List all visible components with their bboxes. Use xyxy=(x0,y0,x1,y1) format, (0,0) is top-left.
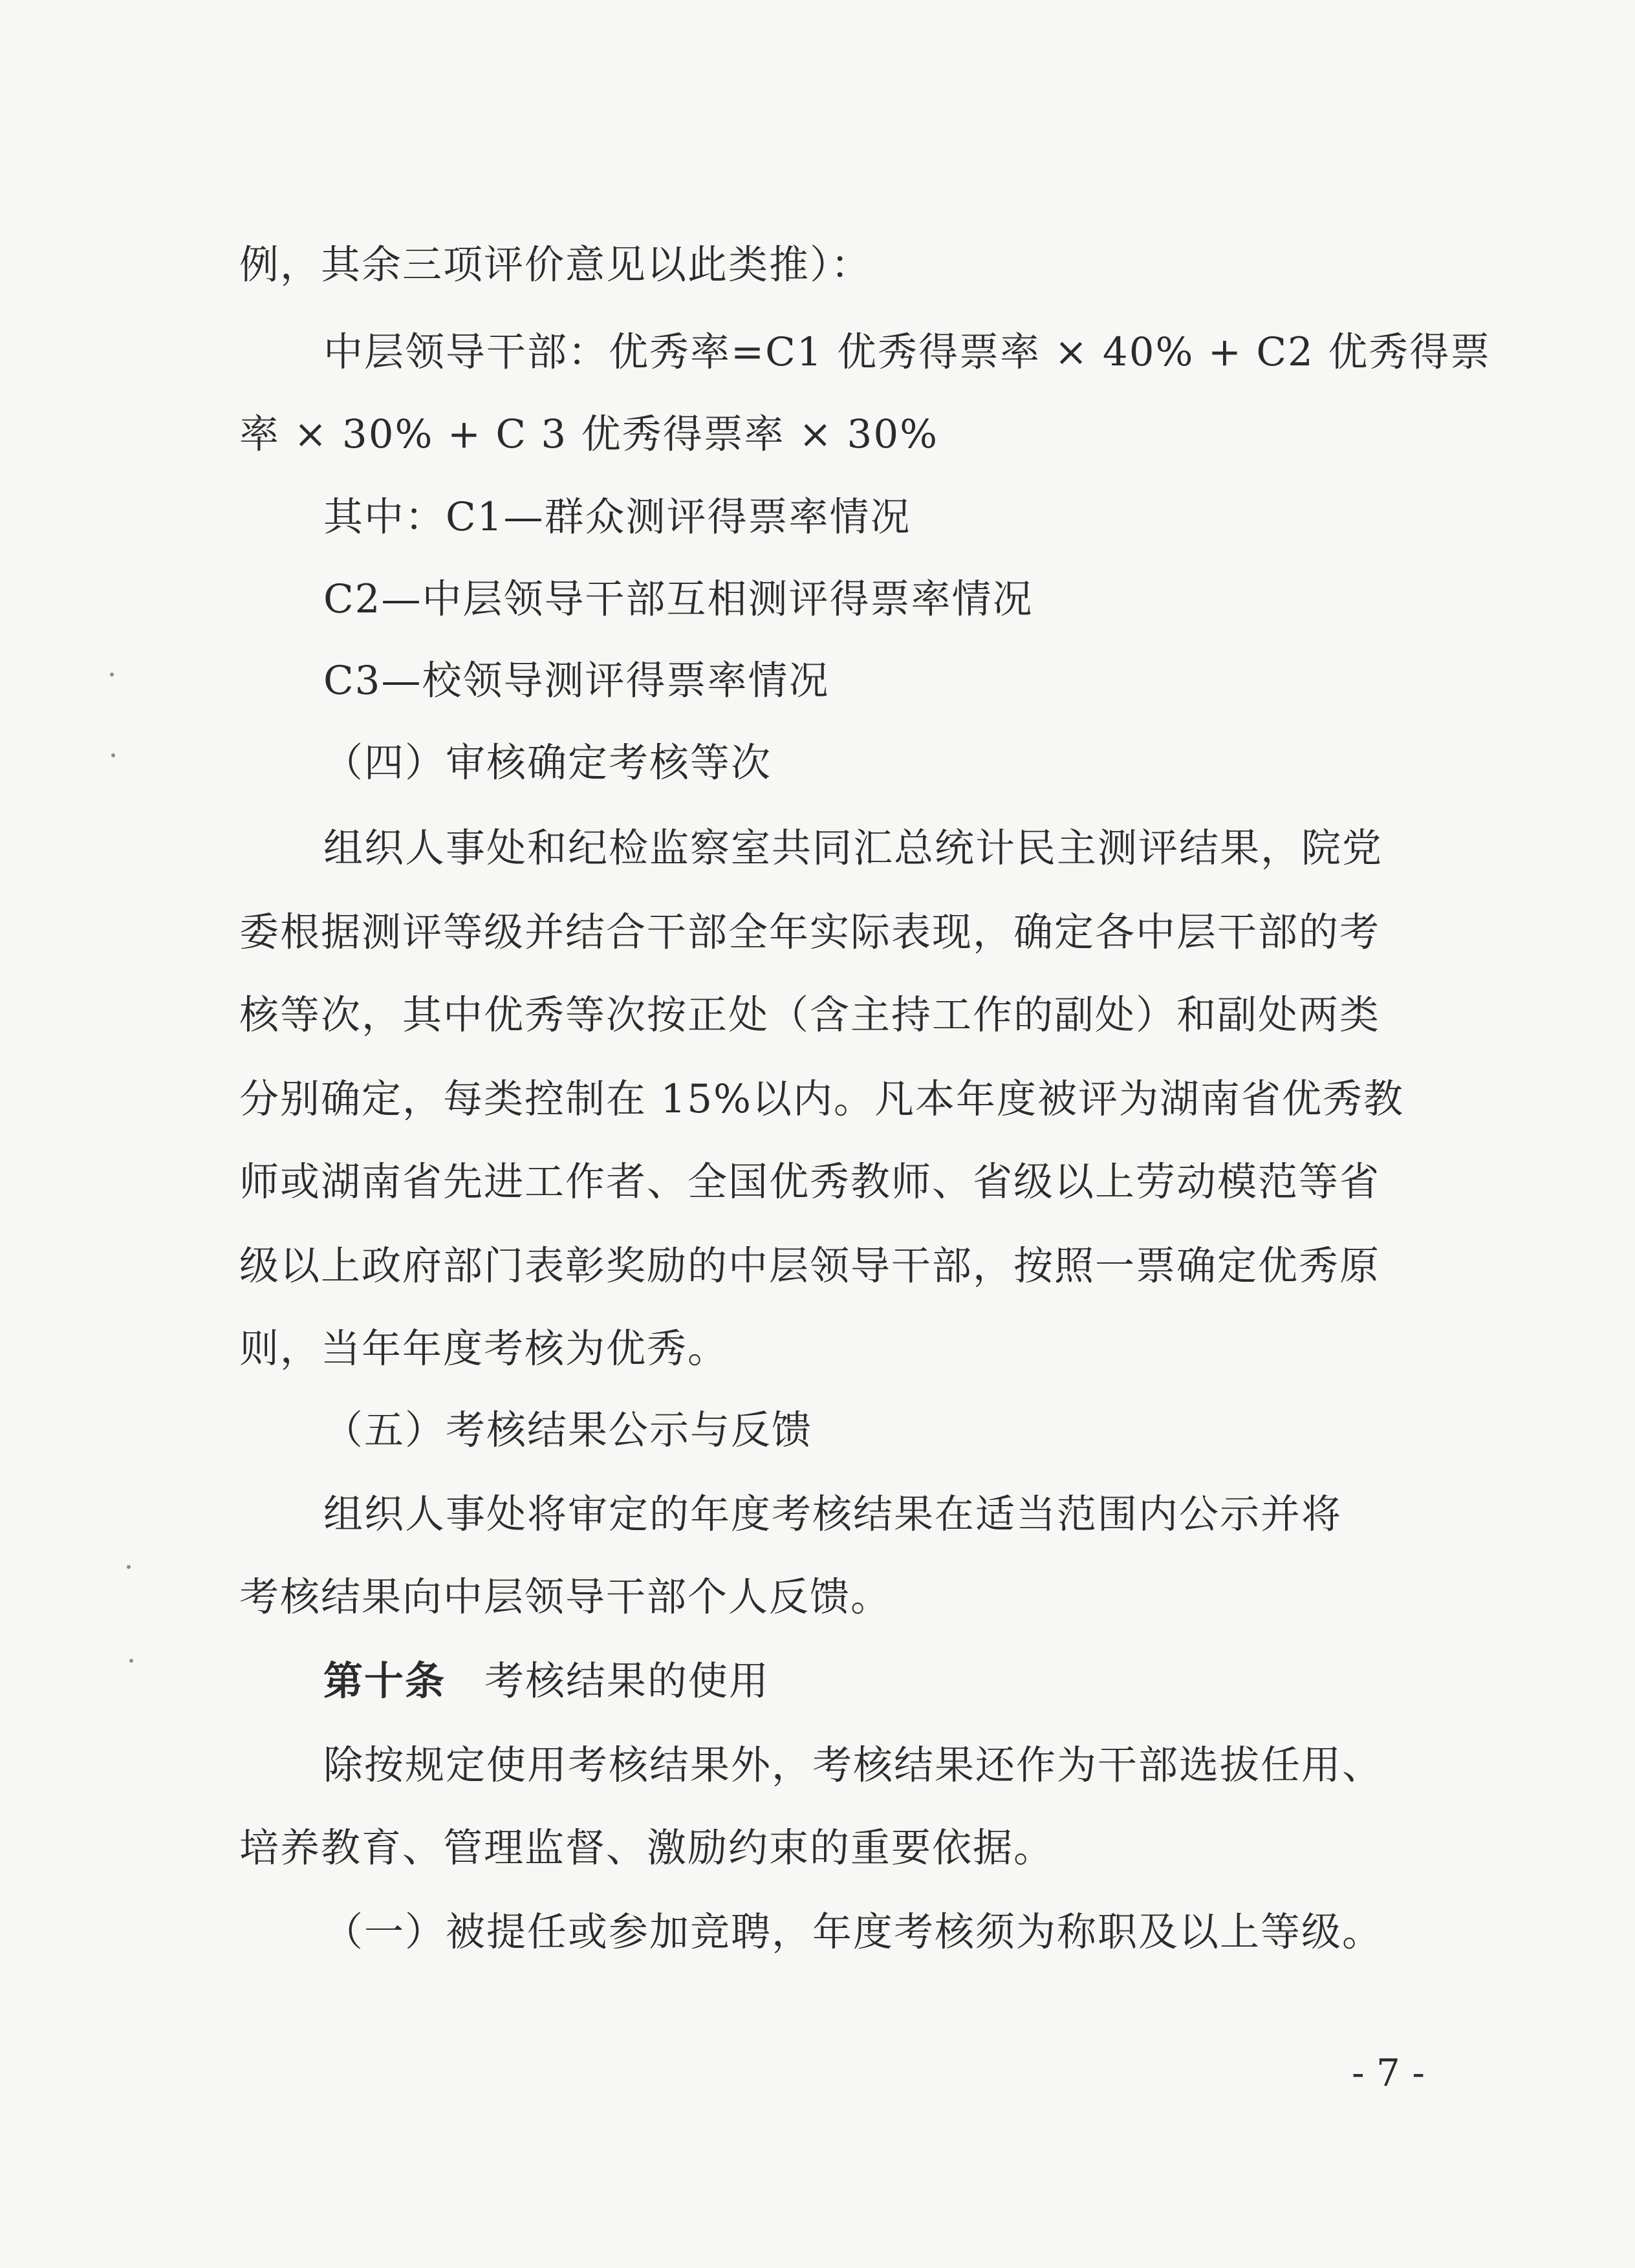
section-heading-4: （四）审核确定考核等次 xyxy=(323,740,772,786)
scan-speck xyxy=(110,673,114,676)
text-line-5: C2—中层领导干部互相测评得票率情况 xyxy=(323,576,1034,622)
text-line-1: 例，其余三项评价意见以此类推）： xyxy=(239,242,872,288)
scan-speck xyxy=(127,1565,131,1569)
text-line-10: 核等次，其中优秀等次按正处（含主持工作的副处）和副处两类 xyxy=(239,992,1381,1038)
text-line-17: 考核结果向中层领导干部个人反馈。 xyxy=(239,1574,892,1620)
text-line-16: 组织人事处将审定的年度考核结果在适当范围内公示并将 xyxy=(323,1491,1343,1537)
text-line-11: 分别确定，每类控制在 15%以内。凡本年度被评为湖南省优秀教 xyxy=(239,1076,1404,1122)
text-line-9: 委根据测评等级并结合干部全年实际表现，确定各中层干部的考 xyxy=(239,909,1381,955)
text-line-14: 则，当年年度考核为优秀。 xyxy=(239,1326,729,1372)
text-line-6: C3—校领导测评得票率情况 xyxy=(323,658,830,704)
article-heading xyxy=(323,1656,770,1707)
article-title: 考核结果的使用 xyxy=(484,1658,770,1704)
article-label: 第十条 xyxy=(323,1658,446,1704)
scan-speck xyxy=(111,753,115,757)
section-heading-5: （五）考核结果公示与反馈 xyxy=(323,1407,813,1453)
text-line-21: （一）被提任或参加竞聘，年度考核须为称职及以上等级。 xyxy=(323,1909,1383,1955)
text-line-8: 组织人事处和纪检监察室共同汇总统计民主测评结果，院党 xyxy=(323,825,1383,871)
text-line-19: 除按规定使用考核结果外，考核结果还作为干部选拔任用、 xyxy=(323,1742,1383,1788)
text-line-12: 师或湖南省先进工作者、全国优秀教师、省级以上劳动模范等省 xyxy=(239,1159,1381,1205)
page-number: - 7 - xyxy=(1352,2051,1425,2095)
scan-speck xyxy=(129,1659,133,1663)
text-line-13: 级以上政府部门表彰奖励的中层领导干部，按照一票确定优秀原 xyxy=(239,1243,1381,1289)
text-line-3: 率 × 30% + C 3 优秀得票率 × 30% xyxy=(239,411,939,457)
text-line-2: 中层领导干部：优秀率=C1 优秀得票率 × 40% + C2 优秀得票 xyxy=(323,329,1491,375)
text-line-20: 培养教育、管理监督、激励约束的重要依据。 xyxy=(239,1825,1055,1871)
text-line-4: 其中：C1—群众测评得票率情况 xyxy=(323,494,911,540)
